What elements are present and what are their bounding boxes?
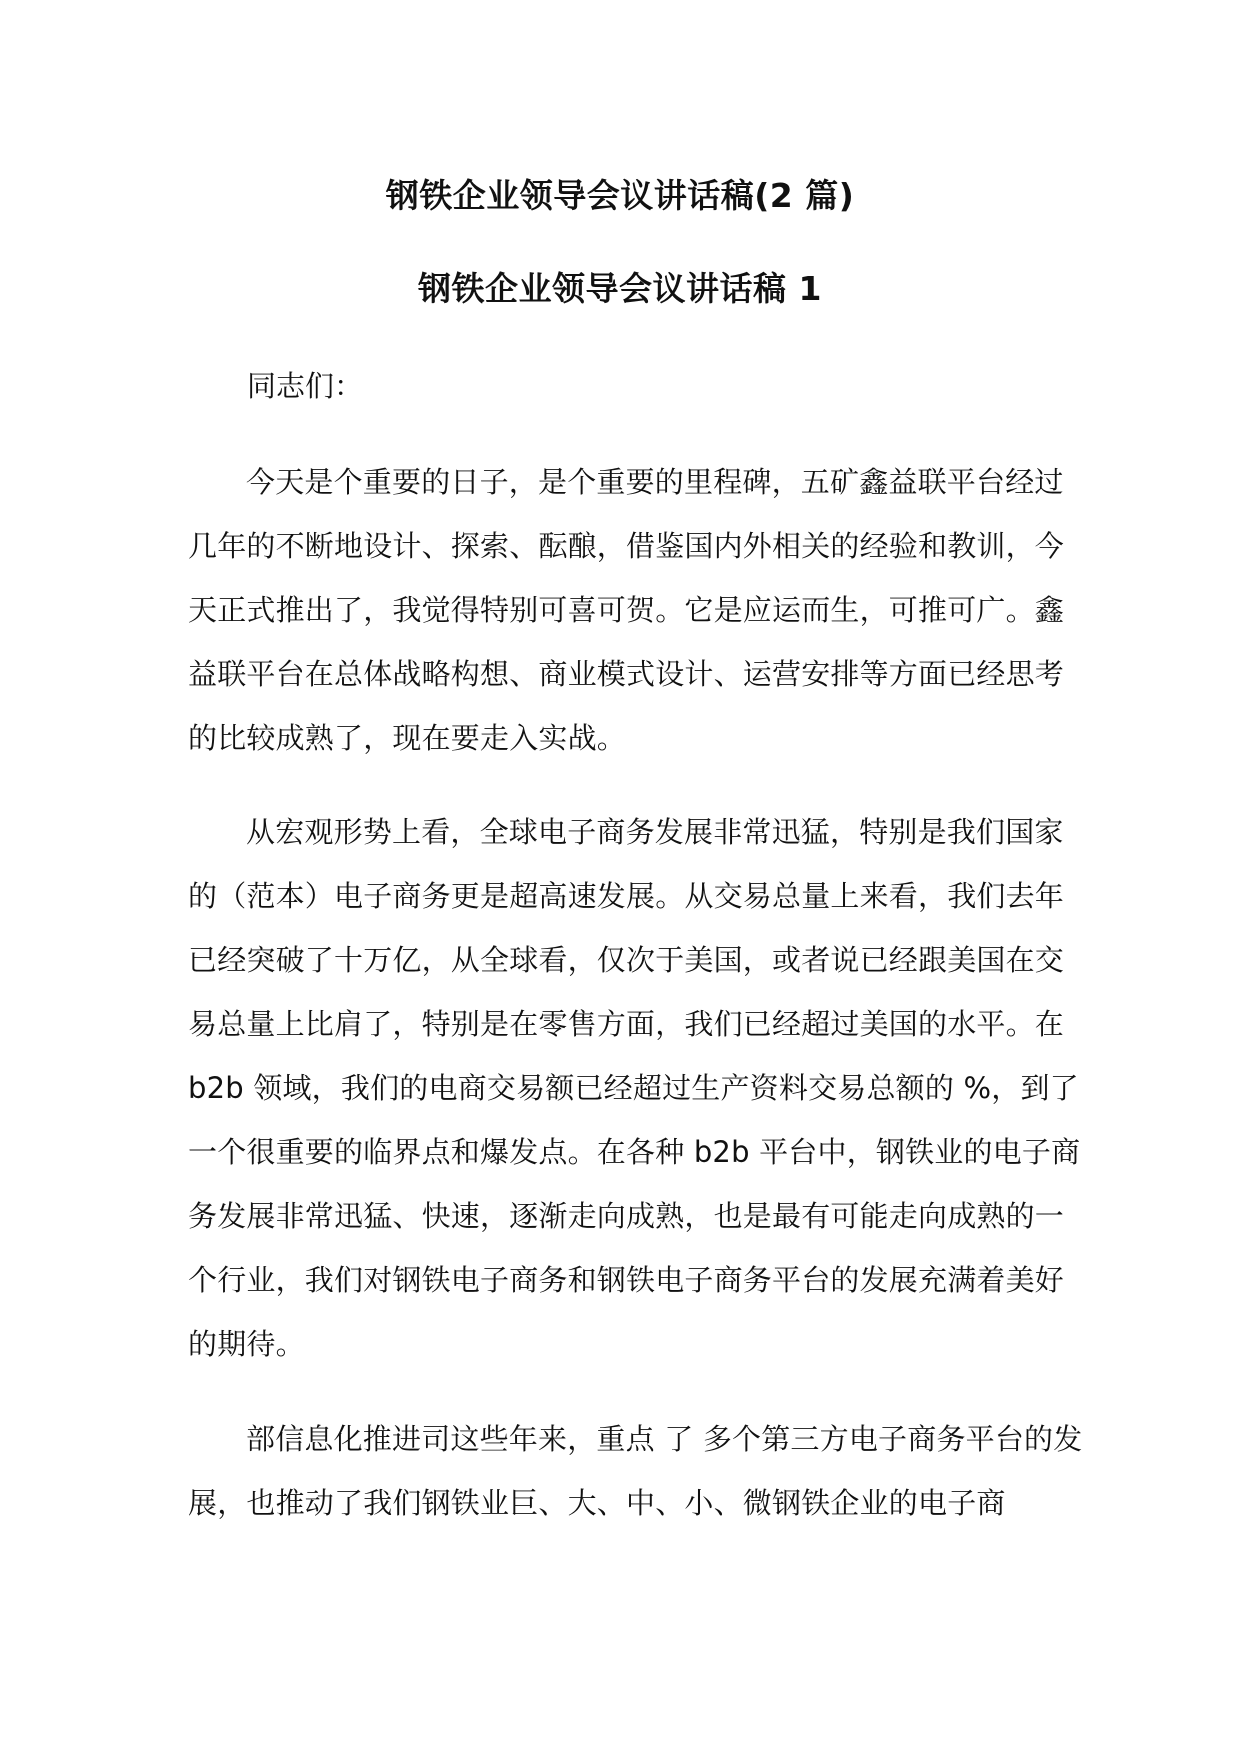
document-title: 钢铁企业领导会议讲话稿(2 篇) (385, 176, 855, 215)
paragraph: 从宏观形势上看，全球电子商务发展非常迅猛，特别是我们国家的（范本）电子商务更是超高速发展。从交易总量上来看，我们去年已经突破了十万亿，从全球看，仅次于美国，或者说已经跟美国在交易总量上比肩了，特别是在零售方面，我们已经超过美国的水平。在 b2b 领域，我们的电商交易额已经超过生产资料交易总额的 %，到了一个很重要的临界点和爆发点。在各种 b2b 平台中，钢铁业的电子商务发展非常迅猛、快速，逐渐走向成熟，也是最有可能走向成熟的一个行业，我们对钢铁电子商务和钢铁电子商务平台的发展充满着美好的期待。 (188, 815, 1081, 1361)
paragraph: 今天是个重要的日子，是个重要的里程碑，五矿鑫益联平台经过几年的不断地设计、探索、酝酿，借鉴国内外相关的经验和教训，今天正式推出了，我觉得特别可喜可贺。它是应运而生，可推可广。鑫益联平台在总体战略构想、商业模式设计、运营安排等方面已经思考的比较成熟了，现在要走入实战。 (188, 465, 1065, 755)
document-subtitle: 钢铁企业领导会议讲话稿 1 (418, 269, 822, 308)
greeting: 同志们： (247, 369, 364, 403)
paragraph: 部信息化推进司这些年来，重点 了 多个第三方电子商务平台的发展，也推动了我们钢铁业巨、大、中、小、微钢铁企业的电子商 (188, 1422, 1083, 1520)
